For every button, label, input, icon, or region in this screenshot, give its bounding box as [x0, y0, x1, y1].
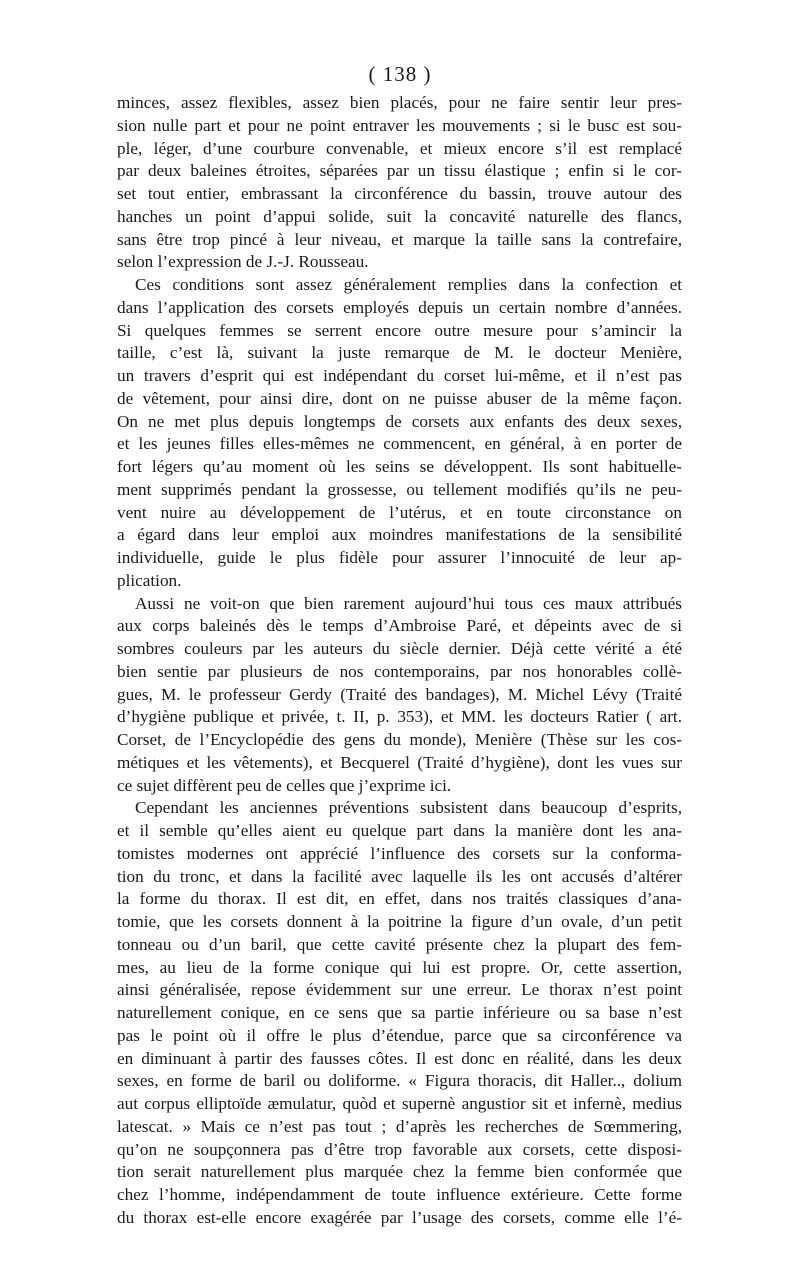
- text-line: On ne met plus depuis longtemps de corsets aux enfants des deux sexes,: [117, 411, 682, 431]
- page-number: ( 138 ): [368, 62, 432, 86]
- text-line: gues, M. le professeur Gerdy (Traité des bandages), M. Michel Lévy (Traité: [117, 684, 682, 704]
- text-line: set tout entier, embrassant la circonférence du bassin, trouve autour des: [117, 184, 682, 203]
- text-line: du thorax est-elle encore exagérée par l’usage des corsets, comme elle l’é-: [117, 1207, 682, 1227]
- text-line: dans l’application des corsets employés depuis un certain nombre d’années.: [117, 297, 682, 317]
- text-line: tomie, que les corsets donnent à la poitrine la figure d’un ovale, d’un petit: [117, 912, 682, 931]
- text-line: de vêtement, pour ainsi dire, dont on ne puisse abuser de la même façon.: [117, 388, 682, 408]
- text-line: hanches un point d’appui solide, suit la concavité naturelle des flancs,: [117, 206, 682, 226]
- text-line: taille, c’est là, suivant la juste remarque de M. le docteur Menière,: [117, 343, 682, 363]
- text-line: sexes, en forme de baril ou doliforme. « Figura thoracis, dit Haller.., dolium: [117, 1071, 682, 1091]
- text-line: la forme du thorax. Il est dit, en effet, dans nos traités classiques d’ana-: [117, 889, 682, 909]
- text-line: latescat. » Mais ce n’est pas tout ; d’après les recherches de Sœmmering,: [117, 1116, 682, 1136]
- text-line: tomistes modernes ont apprécié l’influence des corsets sur la conforma-: [117, 843, 682, 863]
- text-line: pas le point où il offre le plus d’étendue, parce que sa circonférence va: [117, 1025, 682, 1045]
- text-line: mes, au lieu de la forme conique qui lui est propre. Or, cette assertion,: [117, 957, 682, 977]
- text-line: minces, assez flexibles, assez bien placés, pour ne faire sentir leur pres-: [117, 93, 682, 112]
- text-line: a égard dans leur emploi aux moindres manifestations de la sensibilité: [117, 525, 682, 545]
- text-line: tion du tronc, et dans la facilité avec laquelle ils les ont accusés d’altérer: [117, 866, 682, 886]
- text-line: sombres couleurs par les auteurs du siècle dernier. Déjà cette vérité a été: [117, 639, 682, 658]
- text-line: Si quelques femmes se serrent encore outre mesure pour s’amincir la: [117, 320, 682, 340]
- text-line: naturellement conique, en ce sens que sa partie inférieure ou sa base n’est: [117, 1003, 682, 1022]
- text-line: selon l’expression de J.-J. Rousseau.: [117, 252, 369, 272]
- body-text: [117, 92, 682, 1230]
- text-line: en diminuant à partir des fausses côtes. Il est donc en réalité, dans les deux: [117, 1048, 682, 1068]
- text-line: Cependant les anciennes préventions subsistent dans beaucoup d’esprits,: [135, 798, 682, 818]
- text-line: fort légers qu’au moment où les seins se développent. Ils sont habituelle-: [117, 457, 682, 476]
- text-line: un travers d’esprit qui est indépendant du corset lui-même, et il n’est pas: [117, 366, 682, 385]
- text-line: sans être trop pincé à leur niveau, et marque la taille sans la contrefaire,: [117, 229, 682, 249]
- text-line: sion nulle part et pour ne point entraver les mouvements ; si le busc est sou-: [117, 115, 682, 135]
- text-line: ainsi généralisée, repose évidemment sur une erreur. Le thorax n’est point: [117, 980, 682, 1000]
- text-line: tonneau ou d’un baril, que cette cavité présente chez la plupart des fem-: [117, 934, 682, 954]
- text-line: plication.: [117, 570, 182, 590]
- text-line: d’hygiène publique et privée, t. II, p. 353), et MM. les docteurs Ratier ( art.: [117, 707, 682, 727]
- text-line: ple, léger, d’une courbure convenable, et mieux encore s’il est remplacé: [117, 138, 682, 158]
- text-line: individuelle, guide le plus fidèle pour assurer l’innocuité de leur ap-: [117, 548, 682, 567]
- text-line: par deux baleines étroites, séparées par un tissu élastique ; enfin si le cor-: [117, 161, 682, 181]
- text-line: Ces conditions sont assez généralement remplies dans la confection et: [135, 275, 682, 294]
- text-line: Corset, de l’Encyclopédie des gens du monde), Menière (Thèse sur les cos-: [117, 730, 682, 749]
- text-line: ment supprimés pendant la grossesse, ou tellement modifiés qu’ils ne peu-: [117, 479, 682, 499]
- text-line: et il semble qu’elles aient eu quelque part dans la manière dont les ana-: [117, 821, 682, 840]
- text-line: Aussi ne voit-on que bien rarement aujourd’hui tous ces maux attribués: [135, 593, 682, 613]
- text-line: aut corpus elliptoïde æmulatur, quòd et supernè angustior sit et infernè, medius: [117, 1094, 682, 1113]
- text-line: bien sentie par plusieurs de nos contemporains, par nos honorables collè-: [117, 661, 682, 681]
- text-line: qu’on ne soupçonnera pas d’être trop favorable aux corsets, cette disposi-: [117, 1139, 682, 1159]
- text-line: ce sujet diffèrent peu de celles que j’exprime ici.: [117, 775, 452, 795]
- text-line: aux corps baleinés dès le temps d’Ambroise Paré, et dépeints avec de si: [117, 616, 682, 636]
- text-line: chez l’homme, indépendamment de toute influence extérieure. Cette forme: [117, 1185, 682, 1204]
- text-line: vent nuire au développement de l’utérus, et en toute circonstance on: [117, 502, 682, 522]
- text-line: métiques et les vêtements), et Becquerel (Traité d’hygiène), dont les vues sur: [117, 752, 682, 772]
- text-line: tion serait naturellement plus marquée chez la femme bien conformée que: [117, 1162, 682, 1182]
- text-line: et les jeunes filles elles-mêmes ne commencent, en général, à en porter de: [117, 434, 682, 454]
